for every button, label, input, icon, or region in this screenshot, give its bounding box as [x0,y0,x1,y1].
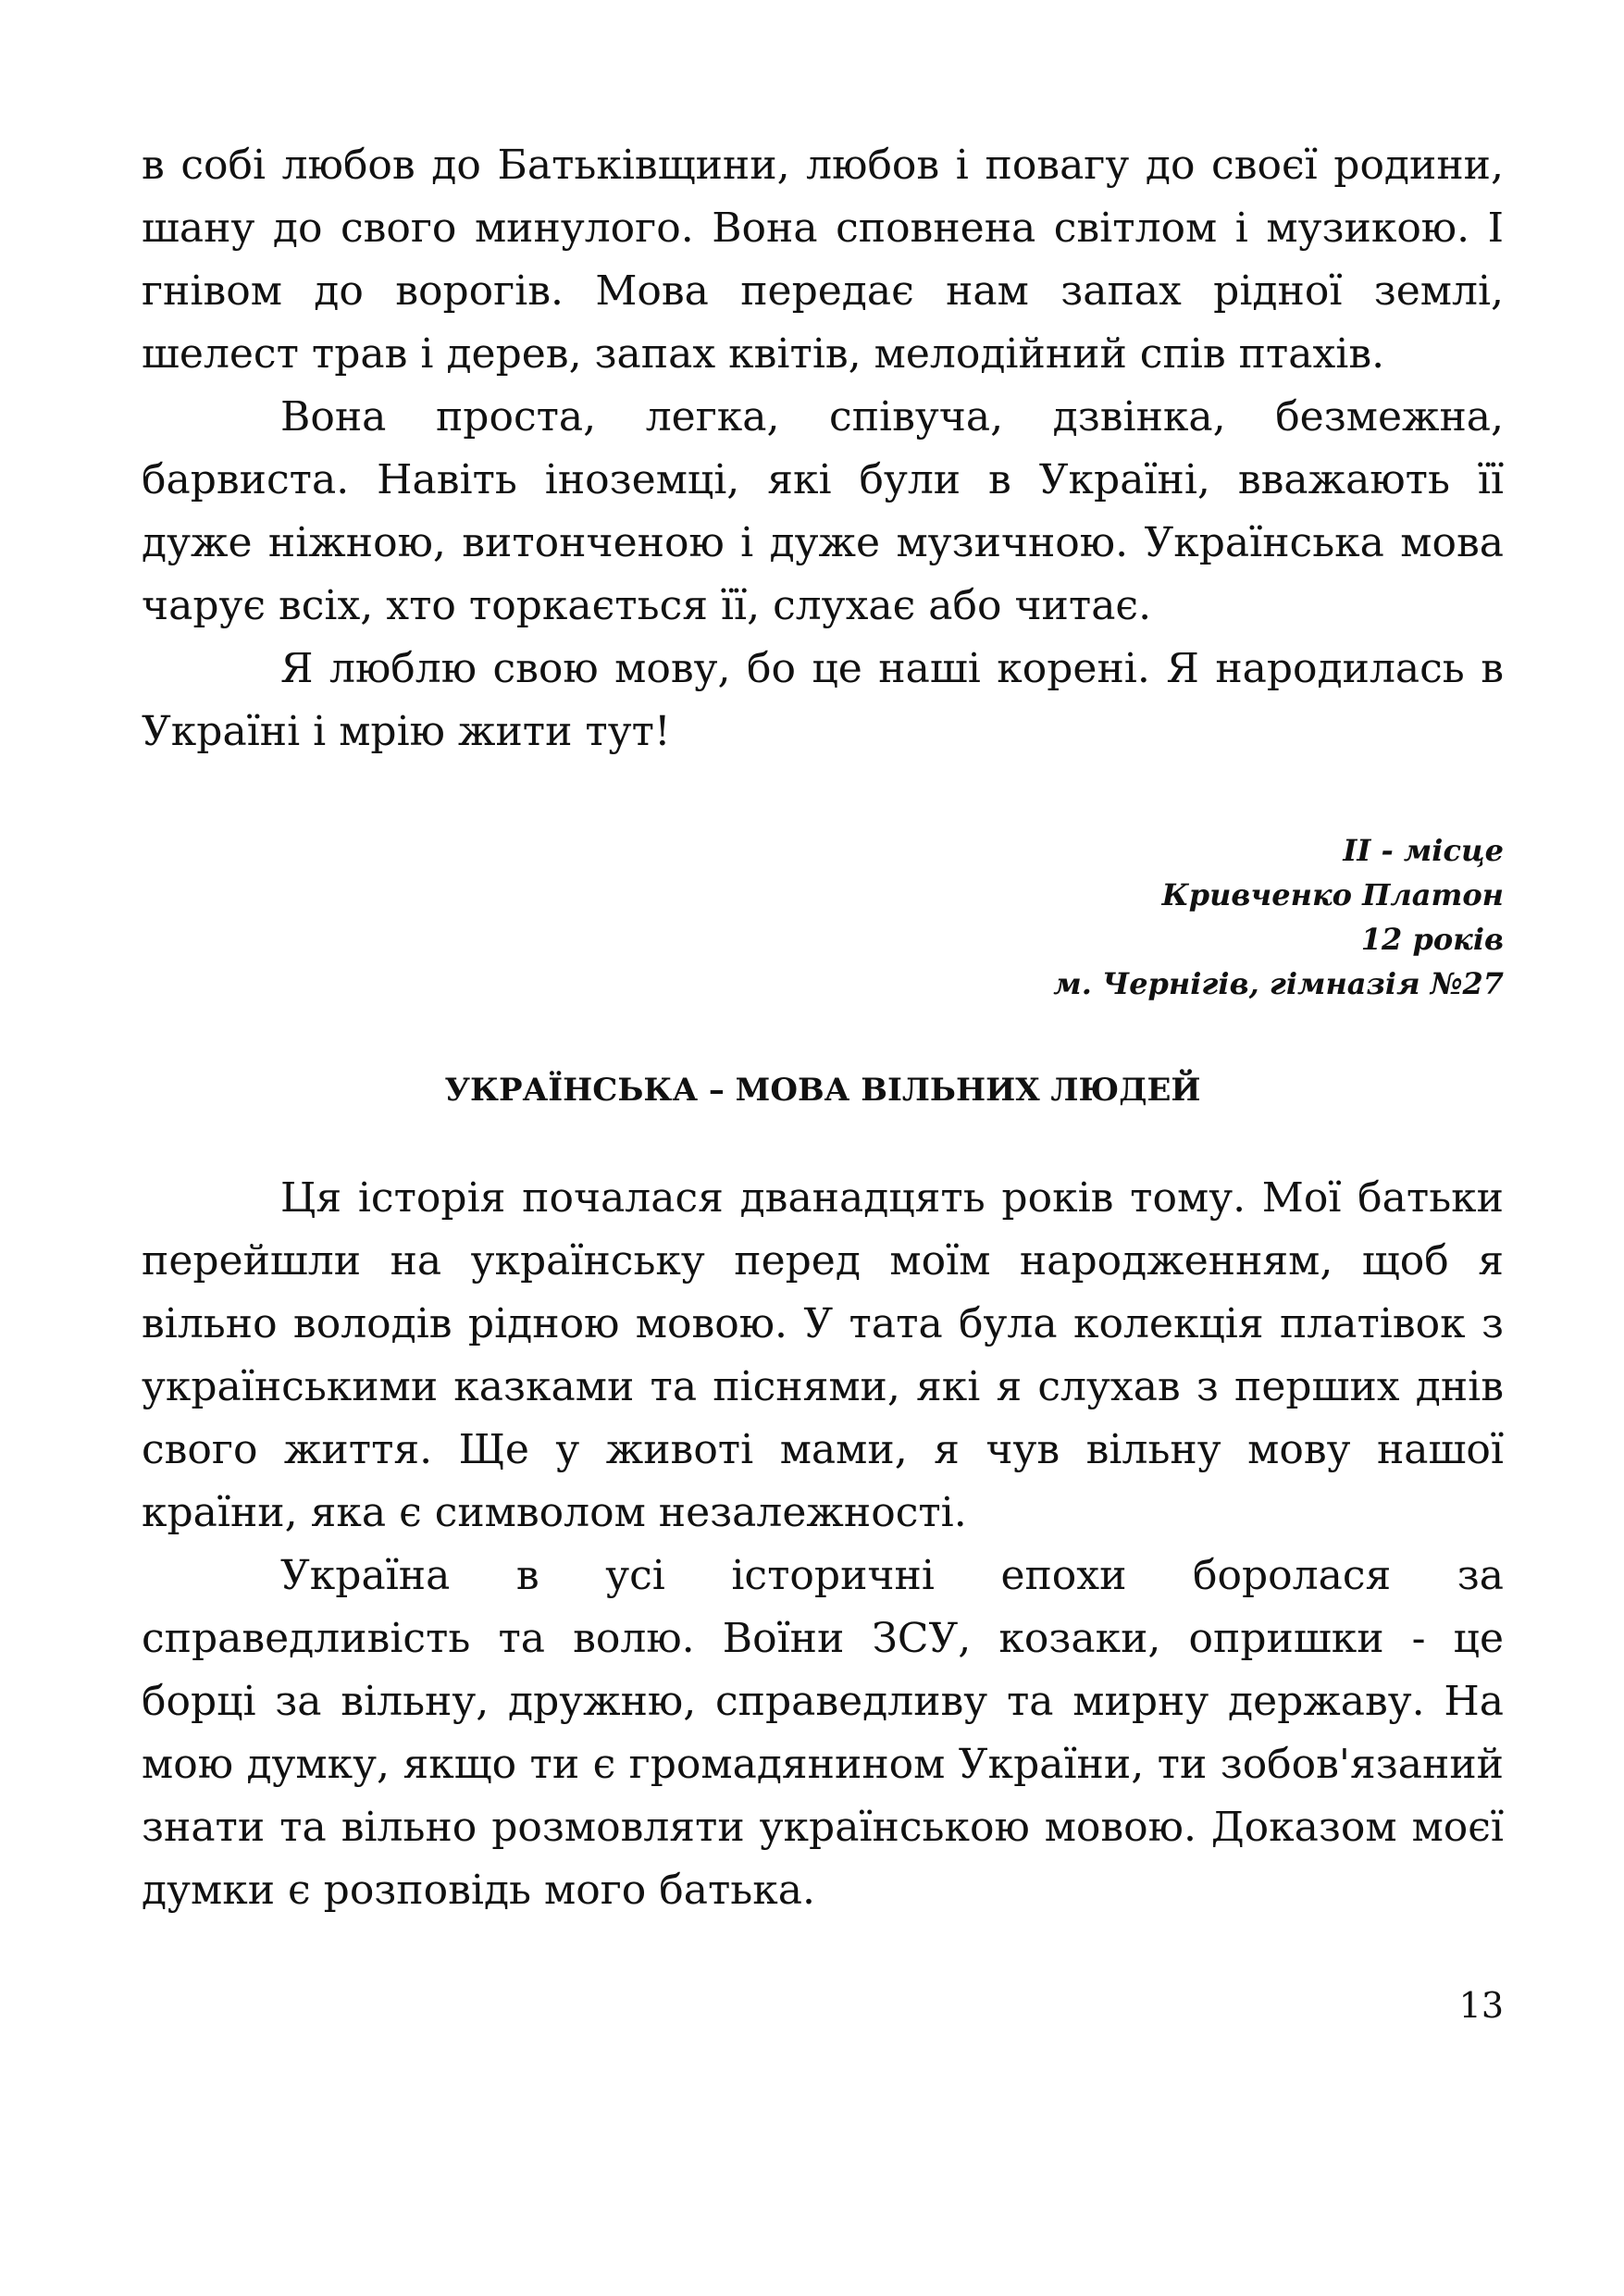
essay2-paragraph-2: Україна в усі історичні епохи боролася за справедливість та волю. Воїни ЗСУ, козаки, опришки - це борці за вільну, дружню, справедливу та мирну державу. На мою думку, якщо ти є громадянином України, ти зобов'язаний знати та вільно розмовляти українською мовою. Доказом моєї думки є розповідь мого батька. [142,1552,1504,1914]
essay1-paragraph-3: Я люблю свою мову, бо це наші корені. Я народилась в Україні і мрію жити тут! [142,645,1504,755]
author-school: м. Чернігів, гімназія №27 [1053,966,1504,1001]
award-place: II - місце [1343,833,1504,868]
essay2-title: УКРАЇНСЬКА – МОВА ВІЛЬНИХ ЛЮДЕЙ [444,1072,1201,1109]
essay1-paragraph-1: в собі любов до Батьківщини, любов і повагу до своєї родини, шану до свого минулого. Вона сповнена світлом і музикою. І гнівом до ворогів. Мова передає нам запах рідної землі, шелест трав і дерев, запах квітів, мелодійний спів птахів. [142,142,1504,378]
essay2-paragraph-1: Ця історія почалася дванадцять років тому. Мої батьки перейшли на українську перед моїм народженням, щоб я вільно володів рідною мовою. У тата була колекція платівок з українськими казками та піснями, які я слухав з перших днів свого життя. Ще у животі мами, я чув вільну мову нашої країни, яка є символом незалежності. [142,1174,1504,1536]
author-name: Кривченко Платон [1161,877,1504,912]
page-content [142,134,1504,1922]
author-signature [142,828,1504,1006]
page-number: 13 [1458,1985,1504,2026]
essay1-paragraph-2: Вона проста, легка, співуча, дзвінка, безмежна, барвиста. Навіть іноземці, які були в Україні, вважають її дуже ніжною, витонченою і дуже музичною. Українська мова чарує всіх, хто торкається її, слухає або читає. [142,393,1504,629]
author-age: 12 років [1360,922,1504,957]
